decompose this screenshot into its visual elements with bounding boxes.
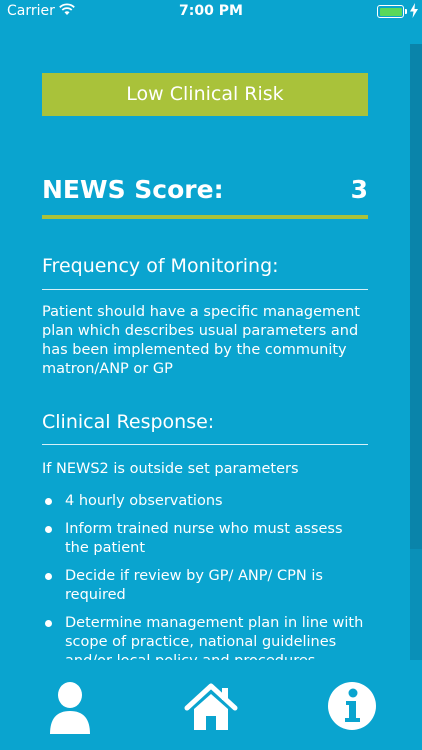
list-item: Decide if review by GP/ ANP/ CPN is required (42, 567, 368, 605)
response-intro: If NEWS2 is outside set parameters (42, 461, 299, 477)
clock: 7:00 PM (179, 3, 243, 19)
battery-icon (377, 5, 404, 18)
risk-banner: Low Clinical Risk (42, 73, 368, 116)
frequency-title: Frequency of Monitoring: (42, 255, 279, 277)
battery-cap (405, 9, 407, 14)
news-score-row (42, 175, 368, 211)
user-icon (46, 678, 106, 738)
list-item: Determine management plan in line with scope of practice, national guidelines (42, 614, 368, 671)
response-list (42, 492, 368, 680)
response-divider (42, 444, 368, 445)
list-item: Inform trained nurse who must assess the patient (42, 520, 368, 558)
home-icon (181, 678, 241, 738)
charging-icon (410, 3, 418, 18)
tab-profile[interactable] (46, 678, 106, 738)
frequency-text: Patient should have a specific management plan which describes usual parameters and has been implemented by the community matron/ANP or GP (42, 304, 360, 377)
news-score-label: NEWS Score: (42, 175, 224, 204)
frequency-divider (42, 289, 368, 290)
info-icon (322, 678, 382, 738)
tab-home[interactable] (181, 678, 241, 738)
status-bar (0, 0, 422, 24)
news-score-value: 3 (350, 175, 368, 204)
tab-bar (0, 660, 422, 750)
list-item: 4 hourly observations (42, 492, 368, 511)
score-divider (42, 215, 368, 219)
scrollbar-thumb[interactable] (410, 44, 422, 549)
tab-info[interactable] (322, 678, 382, 738)
carrier-label: Carrier (7, 3, 55, 19)
response-title: Clinical Response: (42, 411, 215, 433)
